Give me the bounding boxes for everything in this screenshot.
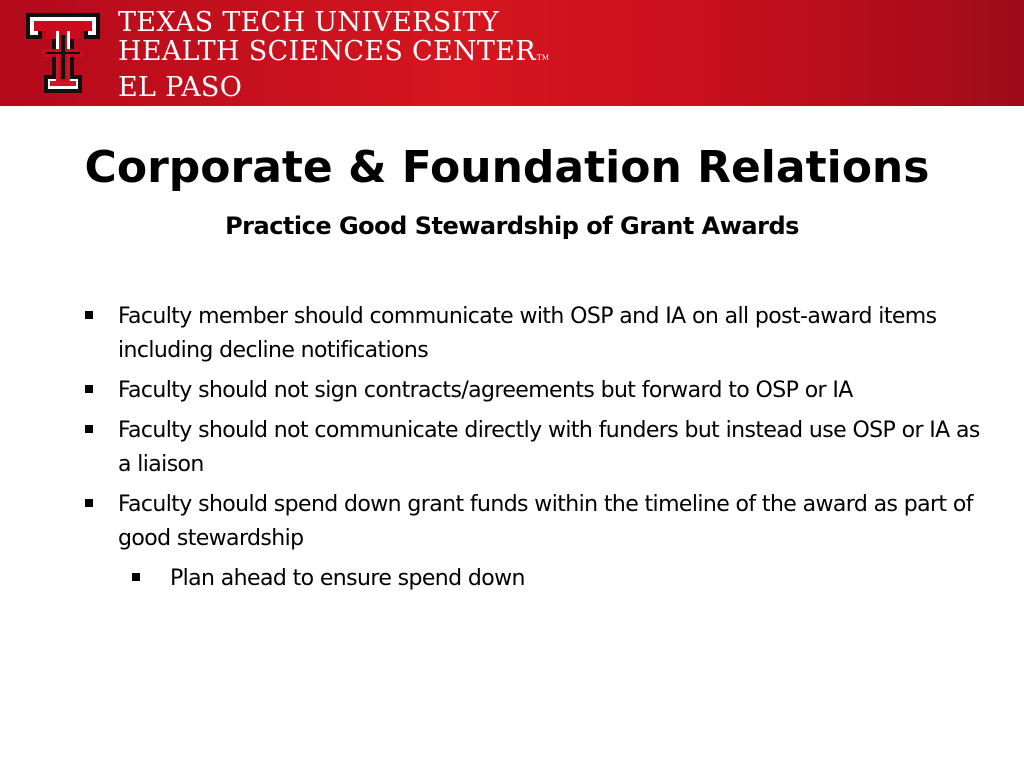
sub-bullet-item <box>0 562 1024 596</box>
institution-name-line-1: TEXAS TECH UNIVERSITY <box>118 7 499 38</box>
bullet-item <box>0 374 1024 408</box>
bullet-item <box>0 300 1024 368</box>
bullet-list <box>0 300 1024 602</box>
bullet-item <box>0 414 1024 482</box>
bullet-text: Faculty member should communicate with OSP and IA on all post-award items including decline notifications <box>118 304 937 363</box>
trademark-mark: TM <box>536 54 550 62</box>
square-bullet-icon <box>85 385 93 393</box>
square-bullet-icon <box>85 311 93 319</box>
bullet-text: Plan ahead to ensure spend down <box>170 566 525 591</box>
institution-name-line-3: EL PASO <box>118 72 243 103</box>
bullet-text: Faculty should not sign contracts/agreements but forward to OSP or IA <box>118 378 853 403</box>
double-t-logo-icon <box>24 9 102 97</box>
header-banner <box>0 0 1024 106</box>
bullet-text: Faculty should spend down grant funds within the timeline of the award as part of good stewardship <box>118 492 973 551</box>
square-bullet-icon <box>85 499 93 507</box>
square-bullet-icon <box>132 573 140 581</box>
institution-name-line-2: HEALTH SCIENCES CENTERTM <box>118 36 550 67</box>
square-bullet-icon <box>85 425 93 433</box>
bullet-item <box>0 488 1024 556</box>
slide-subtitle: Practice Good Stewardship of Grant Awards <box>225 212 799 240</box>
institution-name <box>118 8 549 102</box>
slide-title: Corporate & Foundation Relations <box>84 142 930 193</box>
bullet-text: Faculty should not communicate directly with funders but instead use OSP or IA as a liaison <box>118 418 980 477</box>
